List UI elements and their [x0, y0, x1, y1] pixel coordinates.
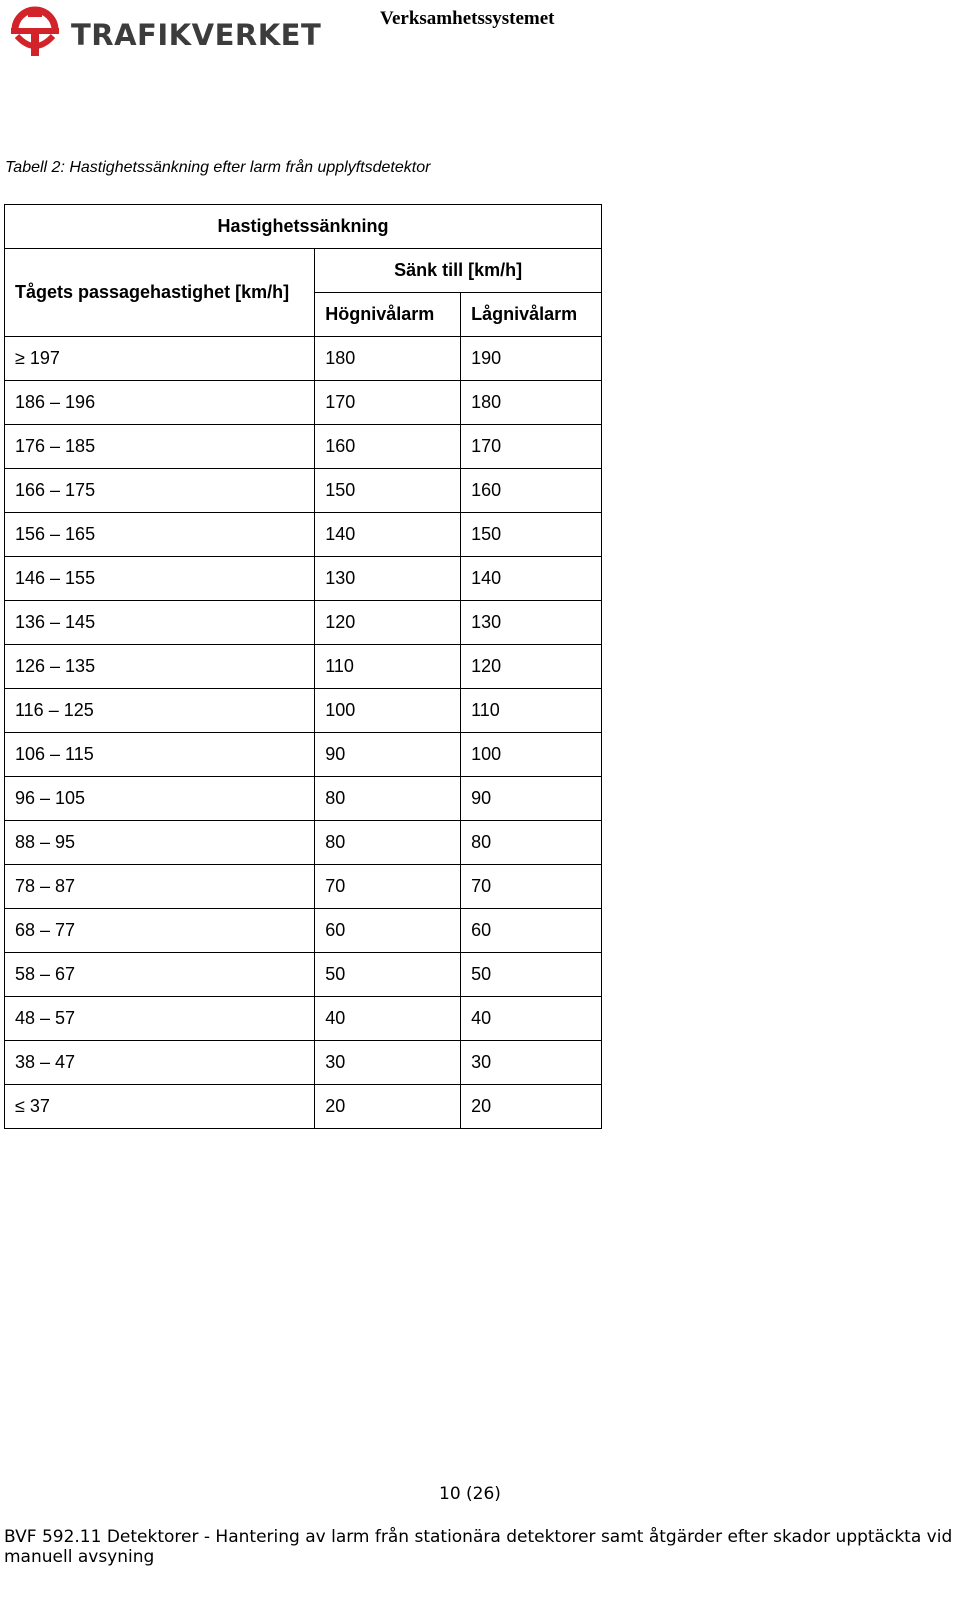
- table-caption: Tabell 2: Hastighetssänkning efter larm från upplyftsdetektor: [5, 159, 431, 176]
- table-title-row: [5, 205, 602, 249]
- speed-range-cell: 126 – 135: [5, 645, 315, 689]
- high-alarm-cell: 140: [315, 513, 461, 557]
- speed-range-cell: 38 – 47: [5, 1041, 315, 1085]
- low-alarm-cell: 20: [461, 1085, 602, 1129]
- speed-range-cell: 58 – 67: [5, 953, 315, 997]
- high-alarm-cell: 40: [315, 997, 461, 1041]
- high-alarm-cell: 60: [315, 909, 461, 953]
- speed-range-cell: 96 – 105: [5, 777, 315, 821]
- low-alarm-cell: 190: [461, 337, 602, 381]
- speed-range-cell: 88 – 95: [5, 821, 315, 865]
- high-alarm-cell: 180: [315, 337, 461, 381]
- high-alarm-cell: 20: [315, 1085, 461, 1129]
- system-name: Verksamhetssystemet: [380, 8, 555, 29]
- trafikverket-logo: [9, 4, 322, 60]
- col3-header: Lågnivålarm: [461, 293, 602, 337]
- speed-range-cell: 106 – 115: [5, 733, 315, 777]
- table-row: [5, 601, 602, 645]
- crown-emblem-icon: [9, 4, 61, 60]
- table-row: [5, 689, 602, 733]
- speed-range-cell: 146 – 155: [5, 557, 315, 601]
- low-alarm-cell: 40: [461, 997, 602, 1041]
- table-row: [5, 953, 602, 997]
- group-header: Sänk till [km/h]: [315, 249, 602, 293]
- low-alarm-cell: 130: [461, 601, 602, 645]
- page-number: 10 (26): [439, 1484, 501, 1504]
- low-alarm-cell: 70: [461, 865, 602, 909]
- table-row: [5, 777, 602, 821]
- table-row: [5, 557, 602, 601]
- logo-text: TRAFIKVERKET: [71, 18, 322, 52]
- speed-range-cell: 136 – 145: [5, 601, 315, 645]
- low-alarm-cell: 100: [461, 733, 602, 777]
- high-alarm-cell: 170: [315, 381, 461, 425]
- low-alarm-cell: 170: [461, 425, 602, 469]
- high-alarm-cell: 120: [315, 601, 461, 645]
- low-alarm-cell: 50: [461, 953, 602, 997]
- document-footer: BVF 592.11 Detektorer - Hantering av larm från stationära detektorer samt åtgärder efter skador upptäckta vid manuell avsyning: [4, 1527, 953, 1567]
- table-row: [5, 381, 602, 425]
- table-header-row: [5, 249, 602, 293]
- high-alarm-cell: 130: [315, 557, 461, 601]
- speed-range-cell: 166 – 175: [5, 469, 315, 513]
- table-row: [5, 469, 602, 513]
- table-row: [5, 513, 602, 557]
- col2-header: Högnivålarm: [315, 293, 461, 337]
- high-alarm-cell: 80: [315, 821, 461, 865]
- high-alarm-cell: 160: [315, 425, 461, 469]
- table-row: [5, 425, 602, 469]
- speed-range-cell: 116 – 125: [5, 689, 315, 733]
- col1-header: Tågets passagehastighet [km/h]: [5, 249, 315, 337]
- table-row: [5, 997, 602, 1041]
- low-alarm-cell: 120: [461, 645, 602, 689]
- high-alarm-cell: 100: [315, 689, 461, 733]
- low-alarm-cell: 60: [461, 909, 602, 953]
- low-alarm-cell: 110: [461, 689, 602, 733]
- speed-range-cell: ≤ 37: [5, 1085, 315, 1129]
- speed-range-cell: 186 – 196: [5, 381, 315, 425]
- table-row: [5, 1041, 602, 1085]
- high-alarm-cell: 30: [315, 1041, 461, 1085]
- high-alarm-cell: 80: [315, 777, 461, 821]
- table-row: [5, 337, 602, 381]
- speed-range-cell: 156 – 165: [5, 513, 315, 557]
- speed-range-cell: 48 – 57: [5, 997, 315, 1041]
- speed-range-cell: 68 – 77: [5, 909, 315, 953]
- table-row: [5, 865, 602, 909]
- low-alarm-cell: 90: [461, 777, 602, 821]
- low-alarm-cell: 160: [461, 469, 602, 513]
- table-title: Hastighetssänkning: [5, 205, 602, 249]
- speed-range-cell: 176 – 185: [5, 425, 315, 469]
- speed-range-cell: ≥ 197: [5, 337, 315, 381]
- table-row: [5, 821, 602, 865]
- speed-range-cell: 78 – 87: [5, 865, 315, 909]
- low-alarm-cell: 30: [461, 1041, 602, 1085]
- high-alarm-cell: 110: [315, 645, 461, 689]
- high-alarm-cell: 90: [315, 733, 461, 777]
- high-alarm-cell: 50: [315, 953, 461, 997]
- table-row: [5, 1085, 602, 1129]
- low-alarm-cell: 150: [461, 513, 602, 557]
- low-alarm-cell: 180: [461, 381, 602, 425]
- low-alarm-cell: 80: [461, 821, 602, 865]
- speed-reduction-table: [4, 204, 602, 1129]
- low-alarm-cell: 140: [461, 557, 602, 601]
- high-alarm-cell: 150: [315, 469, 461, 513]
- table-row: [5, 909, 602, 953]
- table-row: [5, 645, 602, 689]
- high-alarm-cell: 70: [315, 865, 461, 909]
- table-row: [5, 733, 602, 777]
